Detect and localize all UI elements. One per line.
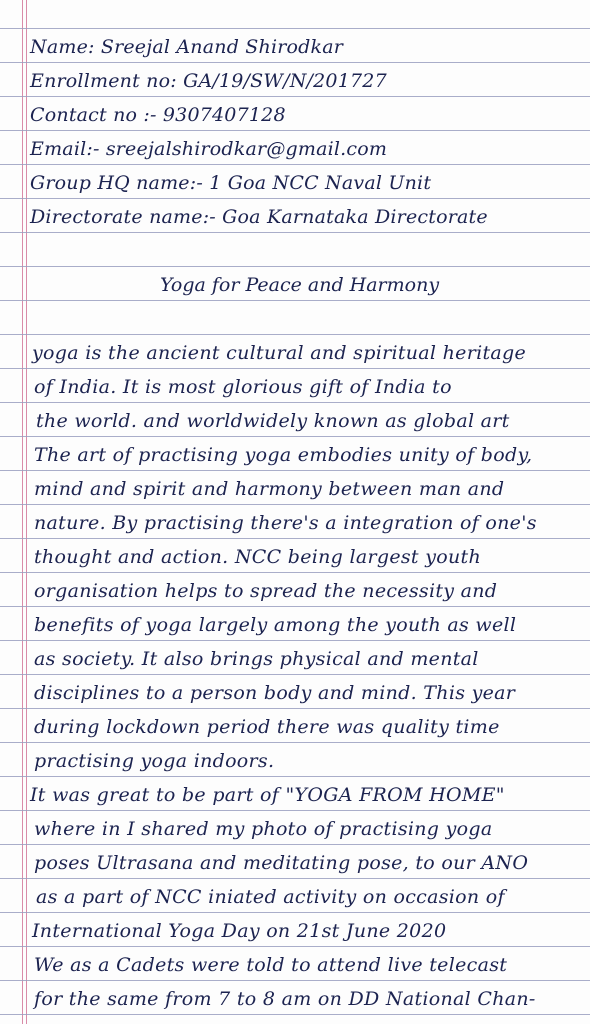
ruled-line: [0, 1014, 590, 1015]
essay-line: where in I shared my photo of practising yoga: [34, 818, 493, 840]
ruled-line: [0, 538, 590, 539]
contact-line: Contact no :- 9307407128: [30, 104, 286, 126]
ruled-line: [0, 844, 590, 845]
ruled-line: [0, 572, 590, 573]
essay-line: benefits of yoga largely among the youth as well: [34, 614, 517, 636]
ruled-line: [0, 640, 590, 641]
ruled-line: [0, 62, 590, 63]
essay-line: thought and action. NCC being largest youth: [34, 546, 481, 568]
ruled-line: [0, 266, 590, 267]
ruled-line: [0, 164, 590, 165]
essay-title: Yoga for Peace and Harmony: [160, 274, 440, 296]
name-line: Name: Sreejal Anand Shirodkar: [30, 36, 344, 58]
ruled-line: [0, 776, 590, 777]
ruled-line: [0, 300, 590, 301]
ruled-line: [0, 198, 590, 199]
margin-line-left: [22, 0, 23, 1024]
essay-line: during lockdown period there was quality time: [34, 716, 500, 738]
email-line: Email:- sreejalshirodkar@gmail.com: [30, 138, 388, 160]
ruled-line: [0, 402, 590, 403]
ruled-line: [0, 232, 590, 233]
ruled-line: [0, 96, 590, 97]
ruled-line: [0, 368, 590, 369]
ruled-line: [0, 912, 590, 913]
ruled-line: [0, 878, 590, 879]
essay-line: We as a Cadets were told to attend live telecast: [34, 954, 508, 976]
ruled-line: [0, 334, 590, 335]
ruled-line: [0, 980, 590, 981]
ruled-line: [0, 810, 590, 811]
essay-line: mind and spirit and harmony between man and: [34, 478, 505, 500]
essay-line: organisation helps to spread the necessity and: [34, 580, 498, 602]
essay-line: International Yoga Day on 21st June 2020: [32, 920, 447, 942]
essay-line: of India. It is most glorious gift of India to: [34, 376, 452, 398]
directorate-line: Directorate name:- Goa Karnataka Directorate: [30, 206, 488, 228]
enrollment-line: Enrollment no: GA/19/SW/N/201727: [30, 70, 387, 92]
ruled-line: [0, 436, 590, 437]
essay-line: The art of practising yoga embodies unity of body,: [34, 444, 533, 466]
essay-line: practising yoga indoors.: [34, 750, 275, 772]
ruled-line: [0, 674, 590, 675]
ruled-line: [0, 504, 590, 505]
essay-line: It was great to be part of "YOGA FROM HOME": [30, 784, 505, 806]
ruled-line: [0, 470, 590, 471]
ruled-line: [0, 708, 590, 709]
ruled-line: [0, 946, 590, 947]
essay-line: yoga is the ancient cultural and spiritual heritage: [32, 342, 527, 364]
ruled-line: [0, 130, 590, 131]
ruled-line: [0, 742, 590, 743]
essay-line: for the same from 7 to 8 am on DD National Chan-: [34, 988, 536, 1010]
essay-line: disciplines to a person body and mind. This year: [34, 682, 516, 704]
margin-line-left-inner: [26, 0, 27, 1024]
essay-line: nature. By practising there's a integration of one's: [34, 512, 537, 534]
essay-line: as society. It also brings physical and mental: [34, 648, 479, 670]
ruled-line: [0, 606, 590, 607]
essay-line: the world. and worldwidely known as global art: [36, 410, 510, 432]
essay-line: as a part of NCC iniated activity on occasion of: [36, 886, 505, 908]
ruled-line: [0, 28, 590, 29]
group-hq-line: Group HQ name:- 1 Goa NCC Naval Unit: [30, 172, 432, 194]
essay-line: poses Ultrasana and meditating pose, to our ANO: [34, 852, 529, 874]
